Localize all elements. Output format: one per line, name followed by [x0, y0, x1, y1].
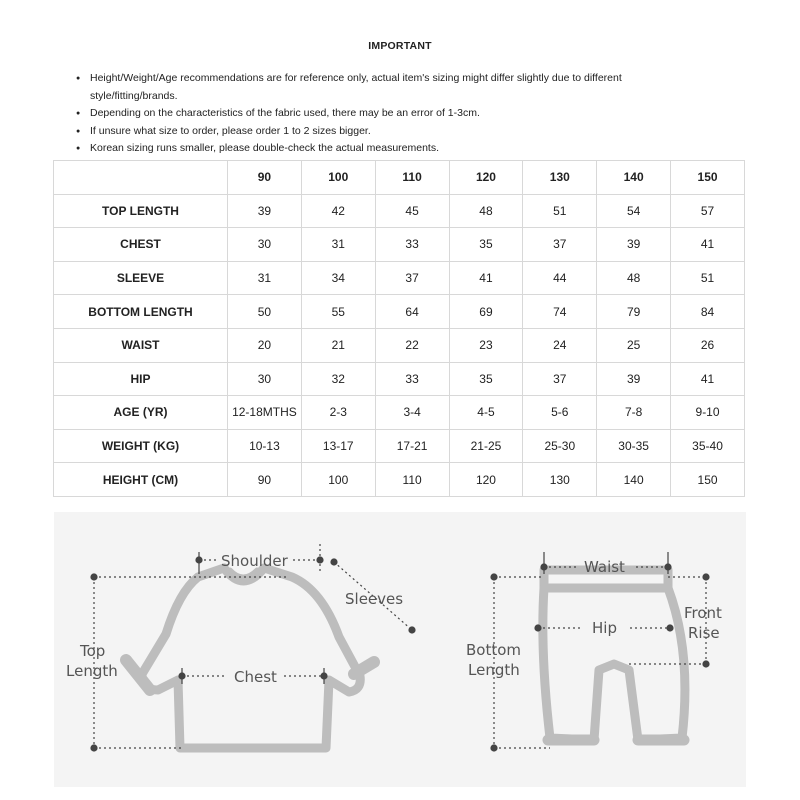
table-cell: 31 — [228, 261, 302, 295]
table-row — [54, 261, 745, 295]
table-row — [54, 228, 745, 262]
table-cell: 21 — [301, 328, 375, 362]
label-front-rise-line1: Front — [684, 604, 722, 622]
table-cell: 35 — [449, 362, 523, 396]
table-row — [54, 328, 745, 362]
table-cell: 2-3 — [301, 396, 375, 430]
table-cell: 24 — [523, 328, 597, 362]
table-cell: 48 — [597, 261, 671, 295]
label-shoulder: Shoulder — [221, 552, 288, 570]
note-item — [76, 140, 716, 158]
table-cell: 12-18MTHS — [228, 396, 302, 430]
note-text: Depending on the characteristics of the fabric used, there may be an error of 1-3cm. — [90, 107, 480, 119]
table-cell: 37 — [523, 362, 597, 396]
note-item — [76, 105, 716, 123]
table-header-cell: 150 — [671, 161, 745, 195]
table-cell: 57 — [671, 194, 745, 228]
table-header-cell: 90 — [228, 161, 302, 195]
row-label: CHEST — [54, 228, 228, 262]
table-cell: 150 — [671, 463, 745, 497]
table-cell: 39 — [228, 194, 302, 228]
table-cell: 35 — [449, 228, 523, 262]
table-cell: 9-10 — [671, 396, 745, 430]
table-cell: 21-25 — [449, 429, 523, 463]
table-cell: 37 — [375, 261, 449, 295]
row-label: WEIGHT (KG) — [54, 429, 228, 463]
note-text: If unsure what size to order, please order 1 to 2 sizes bigger. — [90, 124, 371, 137]
table-cell: 35-40 — [671, 429, 745, 463]
label-top-length-line2: Length — [66, 662, 118, 680]
measurement-diagram-svg — [54, 512, 746, 787]
note-item — [76, 70, 716, 105]
top-garment-illustration — [126, 568, 374, 748]
table-cell: 39 — [597, 362, 671, 396]
table-cell: 4-5 — [449, 396, 523, 430]
table-cell: 140 — [597, 463, 671, 497]
label-sleeves: Sleeves — [345, 590, 404, 608]
table-header-cell: 110 — [375, 161, 449, 195]
table-cell: 17-21 — [375, 429, 449, 463]
label-bottom-length-line1: Bottom — [466, 641, 522, 659]
table-cell: 41 — [449, 261, 523, 295]
table-cell: 34 — [301, 261, 375, 295]
pants-guide-lines — [491, 552, 709, 751]
table-cell: 30 — [228, 228, 302, 262]
table-row — [54, 362, 745, 396]
table-header-cell: 120 — [449, 161, 523, 195]
table-header-row — [54, 161, 745, 195]
row-label: HIP — [54, 362, 228, 396]
label-top-length-line1: Top — [80, 642, 106, 660]
notes-list — [76, 70, 716, 158]
table-header-cell: 140 — [597, 161, 671, 195]
top-garment-outline — [142, 568, 360, 748]
table-cell: 51 — [523, 194, 597, 228]
table-cell: 120 — [449, 463, 523, 497]
table-cell: 44 — [523, 261, 597, 295]
table-cell: 69 — [449, 295, 523, 329]
note-text: Korean sizing runs smaller, please double-check the actual measurements. — [90, 142, 440, 154]
table-header-cell: 100 — [301, 161, 375, 195]
table-cell: 130 — [523, 463, 597, 497]
table-cell: 7-8 — [597, 396, 671, 430]
table-cell: 55 — [301, 295, 375, 329]
table-cell: 26 — [671, 328, 745, 362]
table-cell: 41 — [671, 228, 745, 262]
table-cell: 13-17 — [301, 429, 375, 463]
label-bottom-length-line2: Length — [468, 661, 520, 679]
table-cell: 45 — [375, 194, 449, 228]
table-cell: 79 — [597, 295, 671, 329]
table-cell: 33 — [375, 362, 449, 396]
table-cell: 33 — [375, 228, 449, 262]
table-cell: 30 — [228, 362, 302, 396]
table-row — [54, 429, 745, 463]
table-cell: 25 — [597, 328, 671, 362]
label-waist: Waist — [584, 558, 625, 576]
table-cell: 90 — [228, 463, 302, 497]
table-cell: 110 — [375, 463, 449, 497]
table-row — [54, 295, 745, 329]
row-label: WAIST — [54, 328, 228, 362]
table-cell: 48 — [449, 194, 523, 228]
top-collar — [230, 570, 257, 577]
table-cell: 54 — [597, 194, 671, 228]
table-cell: 74 — [523, 295, 597, 329]
pants-outline — [543, 588, 685, 740]
table-cell: 10-13 — [228, 429, 302, 463]
table-cell: 37 — [523, 228, 597, 262]
pants-illustration — [543, 570, 685, 740]
table-cell: 20 — [228, 328, 302, 362]
table-cell: 5-6 — [523, 396, 597, 430]
table-cell: 22 — [375, 328, 449, 362]
row-label: TOP LENGTH — [54, 194, 228, 228]
table-cell: 41 — [671, 362, 745, 396]
table-cell: 84 — [671, 295, 745, 329]
note-text-continued: style/fitting/brands. — [90, 89, 178, 102]
table-cell: 30-35 — [597, 429, 671, 463]
table-cell: 31 — [301, 228, 375, 262]
row-label: AGE (YR) — [54, 396, 228, 430]
table-header-cell — [54, 161, 228, 195]
table-cell: 51 — [671, 261, 745, 295]
table-row — [54, 463, 745, 497]
table-cell: 39 — [597, 228, 671, 262]
row-label: BOTTOM LENGTH — [54, 295, 228, 329]
measurement-diagram — [54, 512, 746, 787]
table-row — [54, 194, 745, 228]
table-header-cell: 130 — [523, 161, 597, 195]
label-chest: Chest — [234, 668, 277, 686]
table-cell: 64 — [375, 295, 449, 329]
size-chart-table — [53, 160, 745, 497]
page-title: IMPORTANT — [368, 40, 432, 52]
label-hip: Hip — [592, 619, 617, 637]
table-cell: 32 — [301, 362, 375, 396]
table-row — [54, 396, 745, 430]
note-text: Height/Weight/Age recommendations are for reference only, actual item's sizing might differ slightly due to different — [90, 72, 622, 84]
row-label: SLEEVE — [54, 261, 228, 295]
table-cell: 25-30 — [523, 429, 597, 463]
label-front-rise-line2: Rise — [688, 624, 720, 642]
table-cell: 23 — [449, 328, 523, 362]
row-label: HEIGHT (CM) — [54, 463, 228, 497]
table-cell: 42 — [301, 194, 375, 228]
table-cell: 50 — [228, 295, 302, 329]
table-cell: 3-4 — [375, 396, 449, 430]
note-item — [76, 123, 716, 141]
table-cell: 100 — [301, 463, 375, 497]
